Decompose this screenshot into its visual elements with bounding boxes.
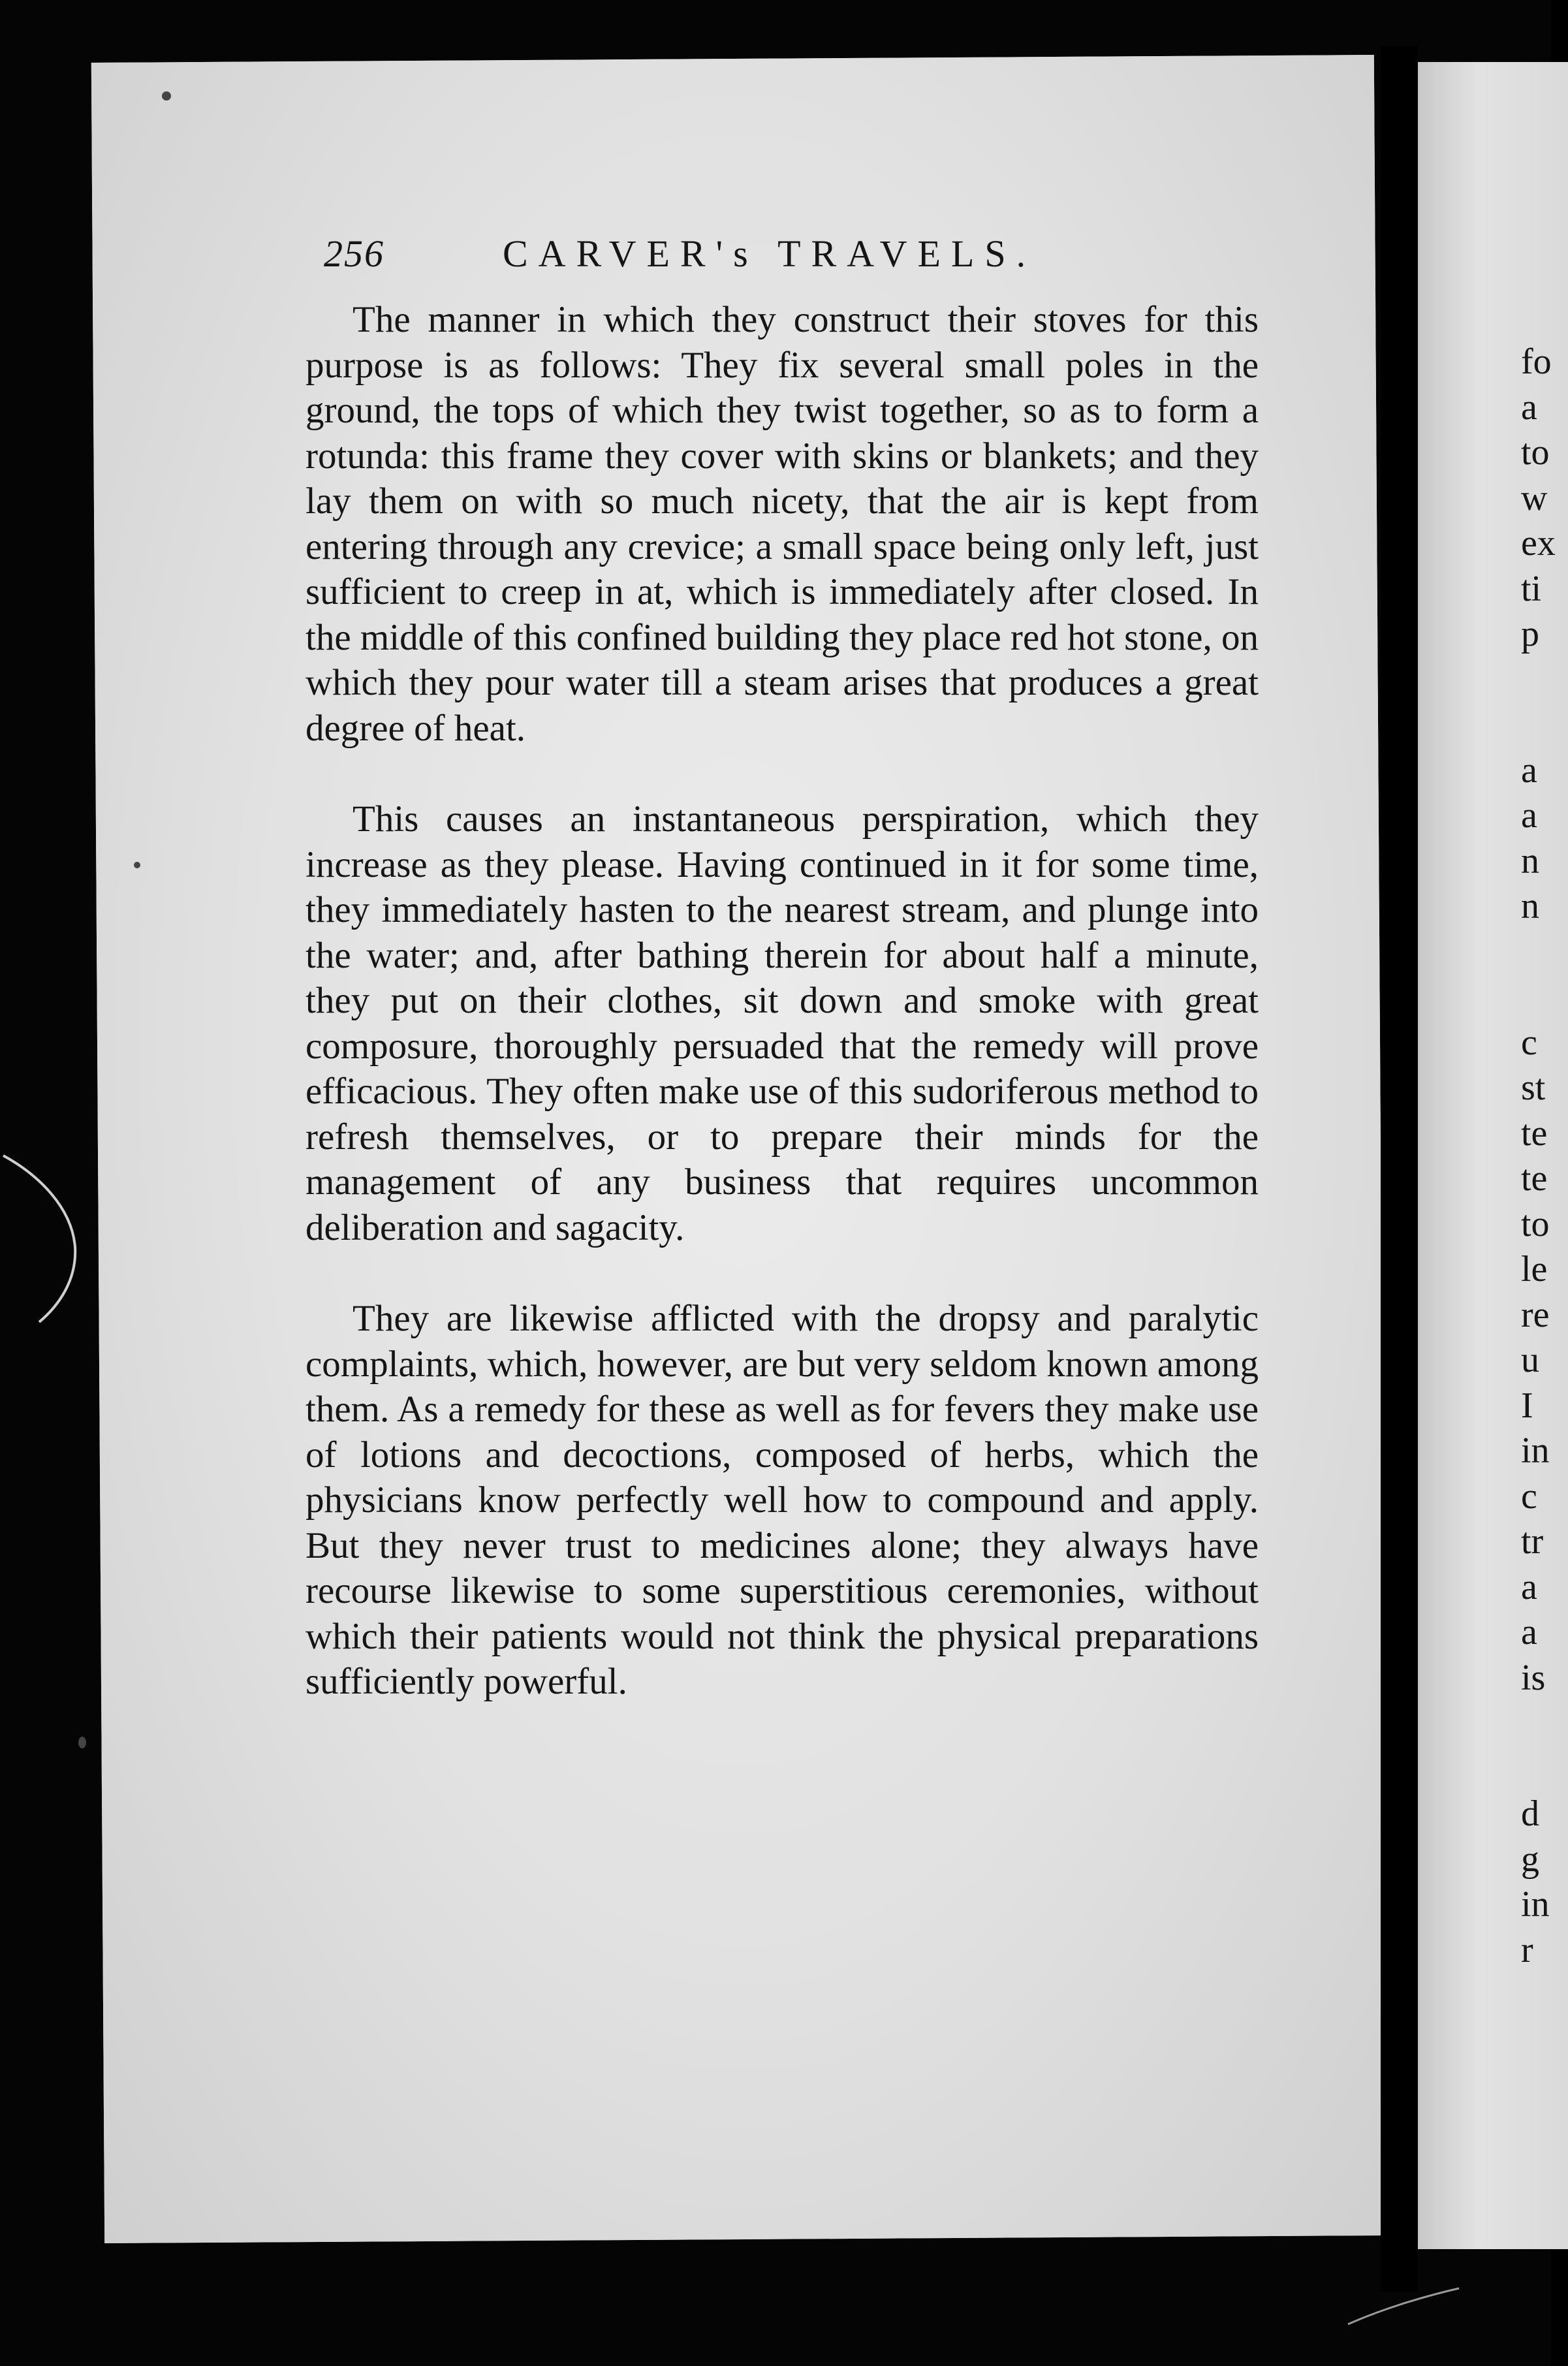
book-gutter xyxy=(1381,46,1418,2292)
running-title: CARVER's TRAVELS. xyxy=(503,232,1037,275)
fragment-line: te xyxy=(1521,1158,1548,1199)
page-edge-curl xyxy=(0,1149,78,1332)
page-number: 256 xyxy=(324,232,384,275)
fragment-line: re xyxy=(1521,1294,1550,1335)
paragraph: They are likewise afflicted with the dropsy and paralytic complaints, which, however, are but very seldom known among them. As a remedy for these as well as for fevers they make use of lotions and decoctions, composed of herbs, which the physicians know perfectly well how to compound and apply. But they never trust to medicines alone; they always have recourse likewise to some superstitious ceremonies, without which their patients would not think the physical preparations sufficiently powerful. xyxy=(306,1298,1259,1702)
fragment-line: le xyxy=(1521,1249,1548,1289)
fragment-line: c xyxy=(1521,1022,1537,1063)
fragment-line: ex xyxy=(1521,523,1556,563)
fragment-line: r xyxy=(1521,1929,1533,1970)
fragment-line: ti xyxy=(1521,568,1542,609)
fragment-line: n xyxy=(1521,886,1539,926)
paragraph: The manner in which they construct their stoves for this purpose is as follows: They fix several small poles in the ground, the tops of which they twist together, so as to form a rotunda: this frame they cover with skins or blankets; and they lay them on with so much nicety, that the air is kept from entering through any crevice; a small space being only left, just sufficient to creep in at, which is immediately after closed. In the middle of this confined building they place red hot stone, on which they pour water till a steam arises that produces a great degree of heat. xyxy=(306,299,1259,749)
running-head xyxy=(313,232,1129,291)
fragment-line: w xyxy=(1521,477,1548,518)
fragment-line: tr xyxy=(1521,1521,1544,1562)
scan-mark xyxy=(1345,2285,1462,2331)
fragment-line: is xyxy=(1521,1657,1546,1698)
facing-page-text xyxy=(1521,339,1560,1973)
paper-fleck xyxy=(78,1737,86,1748)
fragment-line: a xyxy=(1521,386,1537,428)
fragment-line: a xyxy=(1521,1612,1537,1652)
fragment-line: st xyxy=(1521,1067,1546,1108)
fragment-line: fo xyxy=(1521,341,1552,382)
fragment-line: u xyxy=(1521,1340,1539,1380)
fragment-line: d xyxy=(1521,1793,1539,1834)
fragment-line: g xyxy=(1521,1838,1539,1880)
fragment-line: a xyxy=(1521,1566,1537,1607)
fragment-line: te xyxy=(1521,1112,1548,1154)
fragment-line: I xyxy=(1521,1385,1533,1426)
fragment-line: a xyxy=(1521,795,1537,836)
fragment-line: a xyxy=(1521,749,1537,791)
body-text xyxy=(306,297,1259,1705)
fragment-line: n xyxy=(1521,840,1539,881)
paper-fleck xyxy=(134,862,140,868)
fragment-line: in xyxy=(1521,1884,1550,1925)
paragraph: This causes an instantaneous perspiration, which they increase as they please. Having continued in it for some time, they immediately hasten to the nearest stream, and plunge into the water; and, after bathing therein for about half a minute, they put on their clothes, sit down and smoke with great composure, thoroughly persuaded that the remedy will prove efficacious. They often make use of this sudoriferous method to refresh themselves, or to prepare their minds for the management of any business that requires uncommon deliberation and sagacity. xyxy=(306,798,1259,1248)
fragment-line: to xyxy=(1521,432,1550,473)
fragment-line: to xyxy=(1521,1203,1550,1244)
fragment-line: p xyxy=(1521,614,1539,654)
paper-fleck xyxy=(162,91,171,101)
fragment-line: c xyxy=(1521,1475,1537,1517)
fragment-line: in xyxy=(1521,1430,1550,1471)
